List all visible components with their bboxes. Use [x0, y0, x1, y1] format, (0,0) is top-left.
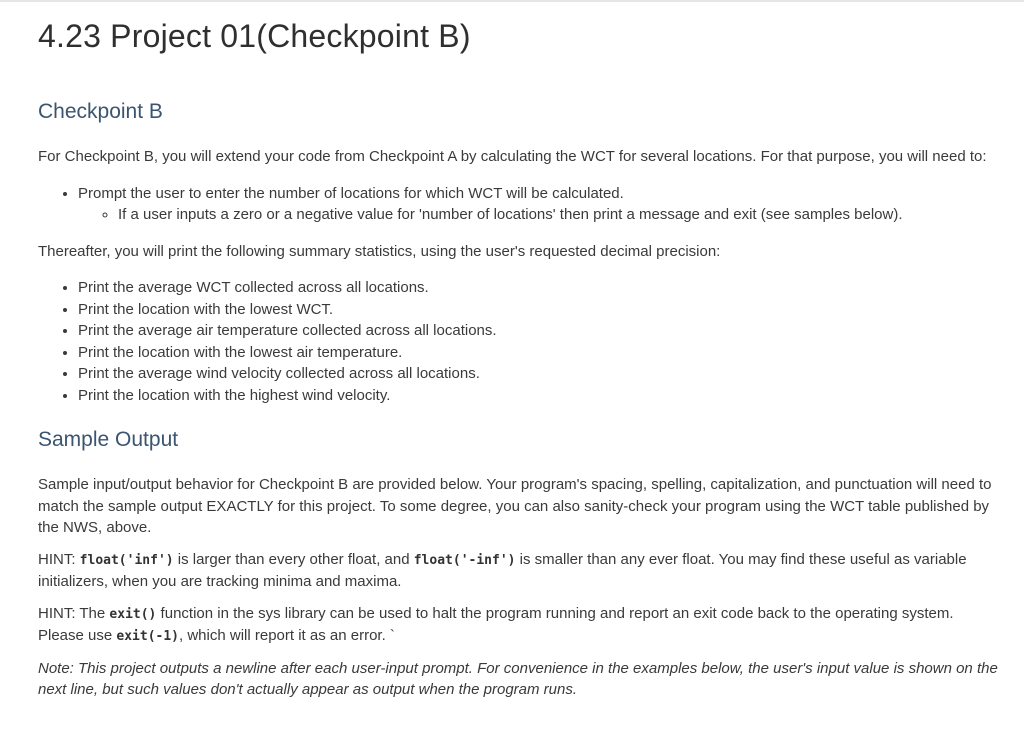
list-item — [78, 183, 998, 226]
prompt-sublist — [78, 204, 998, 226]
prompt-item-text: Prompt the user to enter the number of locations for which WCT will be calculated. — [78, 184, 624, 202]
list-item: • Print the location with the highest wind velocity. — [78, 385, 998, 407]
list-item: • Print the average air temperature collected across all locations. — [78, 320, 998, 342]
hint-paragraph-exit — [38, 603, 998, 648]
content-area — [38, 10, 998, 701]
hint-paragraph-float — [38, 549, 998, 593]
list-item: • Print the average WCT collected across all locations. — [78, 277, 998, 299]
list-item: ◦ If a user inputs a zero or a negative value for 'number of locations' then print a message and exit (see samples below). — [118, 204, 998, 226]
list-item: • Print the location with the lowest air temperature. — [78, 342, 998, 364]
intro-paragraph: For Checkpoint B, you will extend your code from Checkpoint A by calculating the WCT for several locations. For that purpose, you will need to: — [38, 148, 987, 165]
page-title: 4.23 Project 01(Checkpoint B) — [38, 18, 471, 54]
hint-text: , which will report it as an error. ` — [179, 627, 395, 644]
stats-list — [38, 277, 998, 406]
prompt-list — [38, 183, 998, 226]
hint-text: function in the sys library can be used to halt the program running and report an exit code back to the operating system. Please use — [38, 604, 954, 644]
list-item: • Print the location with the lowest WCT. — [78, 299, 998, 321]
section-heading-sample-output: Sample Output — [38, 428, 179, 451]
code-snippet: exit(-1) — [116, 629, 180, 644]
sample-paragraph: Sample input/output behavior for Checkpoint B are provided below. Your program's spacing, spelling, capitalization, and punctuation will need to match the sample output EXACTLY for this project. To some degree, you can also sanity-check your program using the WCT table published by the NWS, above. — [38, 476, 992, 536]
code-snippet: float('-inf') — [413, 552, 516, 568]
code-snippet: exit() — [109, 606, 157, 622]
section-heading-checkpoint-b: Checkpoint B — [38, 100, 163, 123]
hint-text: HINT: — [38, 550, 80, 568]
list-item: • Print the average wind velocity collected across all locations. — [78, 363, 998, 385]
code-snippet: float('inf') — [79, 552, 174, 568]
top-divider — [0, 0, 1024, 2]
hint-text: is smaller than any ever float. You may find these useful as variable initializers, when you are tracking minima and maxima. — [38, 550, 967, 590]
note-paragraph: Note: This project outputs a newline after each user-input prompt. For convenience in the examples below, the user's input value is shown on the next line, but such values don't actually appear as output when the program runs. — [38, 659, 998, 698]
hint-text: HINT: The — [38, 604, 110, 622]
hint-text: is larger than every other float, and — [173, 550, 414, 568]
thereafter-paragraph: Thereafter, you will print the following summary statistics, using the user's requested decimal precision: — [38, 242, 721, 260]
